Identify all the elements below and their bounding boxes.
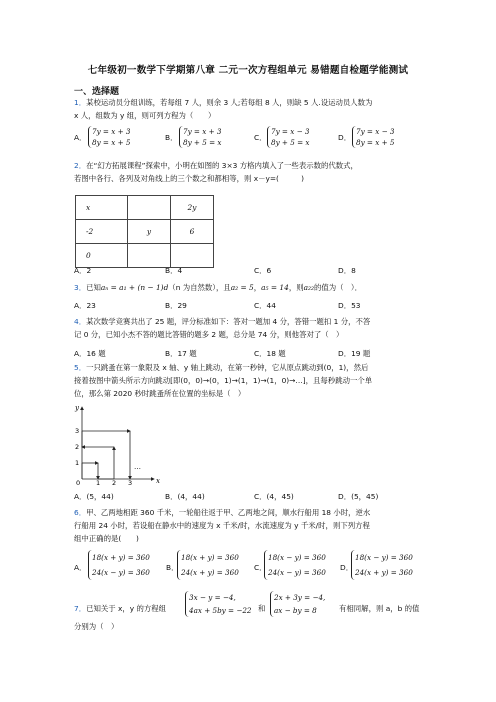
- q1-text-line2: x 人，组数为 y 组，则可列方程为（ ）: [74, 111, 216, 120]
- q1-option-a-label: A．: [74, 133, 87, 142]
- q5-option-b: B．(4，44): [165, 492, 205, 501]
- q6-option-b-system: 18(x + y) = 360 24(x + y) = 360: [177, 550, 239, 580]
- x-tick-label: 0: [76, 479, 81, 485]
- q6-option-a-label: A．: [74, 563, 87, 572]
- q5-number: 5．: [74, 363, 87, 372]
- grid-cell: 6: [171, 220, 214, 244]
- q4-number: 4．: [74, 317, 87, 326]
- q5-text-line1: 5．一只跳蚤在第一象限及 x 轴、y 轴上跳动，在第一秒钟，它从原点跳动到(0，1)，然后: [74, 363, 369, 372]
- section-heading: 一、选择题: [74, 87, 120, 97]
- q2-text-line1: 2．在“幻方拓展课程”探索中，小明在如图的 3×3 方格内填入了一些表示数的代数式，: [74, 161, 358, 170]
- q3-option-b: B．29: [165, 301, 187, 310]
- grid-cell: x: [76, 196, 128, 220]
- q6-option-a-system: 18(x + y) = 360 24(x − y) = 360: [88, 550, 150, 580]
- q6-option-d-system: 18(x − y) = 360 24(x + y) = 360: [351, 550, 413, 580]
- q6-number: 6．: [74, 508, 87, 517]
- q2-option-a: A．2: [74, 266, 92, 275]
- q7-and: 和: [258, 604, 266, 613]
- q2-number: 2．: [74, 161, 87, 170]
- q4-option-b: B．17 题: [165, 349, 197, 358]
- q4-option-a: A．16 题: [74, 349, 106, 358]
- q1-option-d-label: D．: [338, 133, 352, 142]
- q7-text-pre: 7．已知关于 x，y 的方程组: [74, 604, 167, 613]
- q7-text-line2: 分别为（ ）: [74, 622, 119, 631]
- q4-text-line2: 记 0 分，已知小杰不答的题比答错的题多 2 题，总分是 74 分，则他答对了（ ）: [74, 330, 344, 339]
- q5-option-c: C．(4，45): [254, 492, 294, 501]
- q3-text: 3．已知aₙ = a₁ + (n − 1)d（n 为自然数），且a₂ = 5，a₅ = 14，则a₂₂的值为（ ）．: [74, 283, 362, 292]
- grid-cell: 0: [76, 244, 128, 268]
- grid-cell: -2: [76, 220, 128, 244]
- q6-text-line1: 6．甲、乙两地相距 360 千米，一轮船往返于甲、乙两地之间，顺水行船用 18 小时，逆水: [74, 508, 371, 517]
- q5-option-a: A．(5，44): [74, 492, 114, 501]
- grid-cell: 2y: [171, 196, 214, 220]
- q6-option-b-label: B．: [166, 563, 179, 572]
- q2-option-c: C．6: [254, 266, 272, 275]
- flea-path: [82, 431, 130, 479]
- q4-option-d: D．19 题: [338, 349, 371, 358]
- q7-system-1: 3x − y = −4, 4ax + 5by = −22: [185, 591, 252, 617]
- q1-text-line1: 1．某校运动员分组训练，若每组 7 人，则余 3 人;若每组 8 人，则缺 5 人.设运动员人数为: [74, 98, 373, 107]
- q3-option-a: A．23: [74, 301, 96, 310]
- y-tick-label: 3: [75, 427, 80, 435]
- q5-option-d: D．(5，45): [338, 492, 379, 501]
- q1-option-b-system: 7y = x + 3 8y + 5 = x: [179, 126, 221, 148]
- q4-option-c: C．18 题: [254, 349, 286, 358]
- q1-number: 1．: [74, 98, 87, 107]
- y-tick-label: 1: [75, 459, 80, 467]
- y-axis-label: y: [75, 404, 79, 412]
- continuation-dots: …: [134, 463, 141, 471]
- q1-option-d-system: 7y = x − 3 8y = x + 5: [352, 126, 394, 148]
- q3-number: 3．: [74, 283, 87, 292]
- grid-cell: [171, 244, 214, 268]
- q3-option-d: D．53: [338, 301, 361, 310]
- grid-cell: [128, 196, 171, 220]
- grid-cell: y: [128, 220, 171, 244]
- q6-text-line3: 组中正确的是( ): [74, 534, 139, 543]
- x-tick-label: 1: [96, 479, 101, 485]
- q7-system-2: 2x + 3y = −4, ax − by = 8: [270, 591, 325, 617]
- magic-square-grid: [75, 195, 214, 268]
- q6-option-c-label: C．: [254, 563, 267, 572]
- x-tick-label: 3: [128, 479, 133, 485]
- page-title: 七年级初一数学下学期第八章 二元一次方程组单元 易错题自检题学能测试: [87, 65, 409, 76]
- y-tick-label: 2: [75, 443, 80, 451]
- q7-number: 7．: [74, 604, 87, 613]
- x-tick-label: 2: [112, 479, 117, 485]
- q4-text-line1: 4．某次数学竞赛共出了 25 题，评分标准如下：答对一题加 4 分，答错一题扣 1 分，不答: [74, 317, 371, 326]
- q7-text-post: 有相同解，则 a，b 的值: [339, 604, 420, 613]
- q1-option-a-system: 7y = x + 3 8y = x + 5: [88, 126, 130, 148]
- q6-text-line2: 行船用 24 小时，若设船在静水中的速度为 x 千米/时，水流速度为 y 千米/时，则下列方程: [74, 521, 370, 530]
- q2-text-line2: 若图中各行、各列及对角线上的三个数之和都相等，则 x－y=( ): [74, 174, 304, 183]
- q5-text-line3: 位，那么第 2020 秒时跳蚤所在位置的坐标是（ ）: [74, 389, 246, 398]
- grid-cell: [128, 244, 171, 268]
- q1-option-b-label: B．: [165, 133, 178, 142]
- q1-option-c-label: C．: [254, 133, 267, 142]
- q6-option-c-system: 18(x − y) = 360 24(x − y) = 360: [264, 550, 326, 580]
- q2-option-b: B．4: [165, 266, 183, 275]
- x-axis-label: x: [156, 477, 160, 485]
- q3-option-c: C．44: [254, 301, 276, 310]
- q1-option-c-system: 7y = x − 3 8y + 5 = x: [267, 126, 309, 148]
- flea-path-graph: [72, 403, 162, 485]
- q5-text-line2: 接着按图中箭头所示方向跳动[即(0，0)→(0，1)→(1，1)→(1，0)→…]，且每秒跳动一个单: [74, 376, 373, 385]
- q6-option-d-label: D．: [340, 563, 354, 572]
- q2-option-d: D．8: [338, 266, 356, 275]
